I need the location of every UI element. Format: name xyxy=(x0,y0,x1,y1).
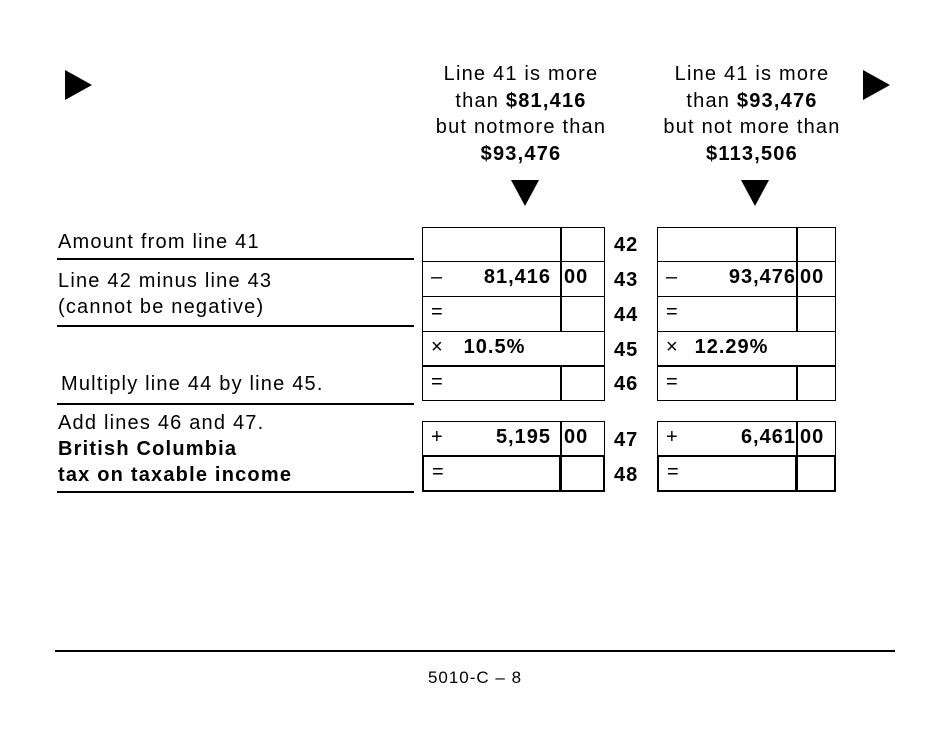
column-1-upper-bound: $93,476 xyxy=(480,142,562,165)
col2-line-48-amount[interactable] xyxy=(657,455,798,492)
column-1-header-line3: but notmore than xyxy=(435,116,607,138)
page-identifier: 5010-C – 8 xyxy=(427,668,523,687)
col2-line-46-amount[interactable] xyxy=(657,366,798,401)
line-number-45: 45 xyxy=(614,339,639,361)
label-add-46-47: Add lines 46 and 47. xyxy=(58,412,265,434)
col2-line-43-value: 93,476 xyxy=(728,266,796,288)
footer-divider xyxy=(55,650,895,652)
label-bc-tax-line1: British Columbia xyxy=(58,438,238,460)
col1-line-43-cents xyxy=(560,261,605,297)
divider xyxy=(57,491,414,493)
column-1-header xyxy=(411,61,631,167)
col2-line-45-rate-value: 12.29% xyxy=(694,336,769,358)
arrow-right-icon xyxy=(863,70,890,100)
column-2-lower-bound: $93,476 xyxy=(736,89,818,112)
col1-line-44-amount[interactable] xyxy=(422,296,562,332)
col1-line-47-value: 5,195 xyxy=(495,426,551,448)
line-number-47: 47 xyxy=(614,429,639,451)
col2-line-43-sign: – xyxy=(666,266,679,288)
col2-line-43-cents-value: 00 xyxy=(800,266,825,288)
label-bc-tax-line2: tax on taxable income xyxy=(58,464,293,486)
arrow-down-icon xyxy=(741,180,769,206)
col1-line-42-amount[interactable] xyxy=(422,227,562,262)
col1-line-47-sign: + xyxy=(431,426,444,448)
line-number-43: 43 xyxy=(614,269,639,291)
col1-line-44-sign: = xyxy=(431,301,444,323)
col1-line-43-sign: – xyxy=(431,266,444,288)
column-2-header-line3: but not more than xyxy=(663,116,841,138)
col1-line-44-cents[interactable] xyxy=(560,296,605,332)
column-1-header-line2-prefix: than xyxy=(455,89,506,112)
line-number-42: 42 xyxy=(614,234,639,256)
col2-line-42-amount[interactable] xyxy=(657,227,798,262)
col1-line-43-value: 81,416 xyxy=(483,266,551,288)
col2-line-47-value: 6,461 xyxy=(740,426,796,448)
col2-line-48-sign: = xyxy=(667,461,680,483)
col1-line-48-amount[interactable] xyxy=(422,455,562,492)
col1-line-47-amount xyxy=(422,421,562,457)
col2-line-47-cents xyxy=(796,421,836,457)
line-number-48: 48 xyxy=(614,464,639,486)
col2-line-42-cents[interactable] xyxy=(796,227,836,262)
col2-line-43-amount xyxy=(657,261,798,297)
line-number-44: 44 xyxy=(614,304,639,326)
arrow-right-icon xyxy=(65,70,92,100)
col1-line-43-amount xyxy=(422,261,562,297)
column-1-header-line1: Line 41 is more xyxy=(443,63,599,85)
col2-line-46-sign: = xyxy=(666,371,679,393)
column-1-lower-bound: $81,416 xyxy=(505,89,587,112)
col2-line-44-cents[interactable] xyxy=(796,296,836,332)
col2-line-48-cents[interactable] xyxy=(795,455,836,492)
col1-line-45-rate xyxy=(422,331,605,367)
col1-line-42-cents[interactable] xyxy=(560,227,605,262)
col2-line-47-cents-value: 00 xyxy=(800,426,825,448)
col2-line-44-sign: = xyxy=(666,301,679,323)
column-2-header xyxy=(641,61,863,167)
divider xyxy=(57,403,414,405)
col2-line-47-sign: + xyxy=(666,426,679,448)
col2-line-47-amount xyxy=(657,421,798,457)
col1-line-45-sign: × xyxy=(431,336,444,358)
label-cannot-be-negative: (cannot be negative) xyxy=(58,296,265,318)
col1-line-46-cents[interactable] xyxy=(560,366,605,401)
column-2-header-line2-prefix: than xyxy=(686,89,737,112)
divider xyxy=(57,258,414,260)
label-amount-from-line-41: Amount from line 41 xyxy=(58,231,260,253)
col1-line-45-rate-value: 10.5% xyxy=(463,336,526,358)
col1-line-48-cents[interactable] xyxy=(559,455,605,492)
column-2-upper-bound: $113,506 xyxy=(706,142,798,165)
col2-line-45-sign: × xyxy=(666,336,679,358)
col1-line-43-cents-value: 00 xyxy=(564,266,589,288)
col2-line-46-cents[interactable] xyxy=(796,366,836,401)
col1-line-46-amount[interactable] xyxy=(422,366,562,401)
label-line-42-minus-43: Line 42 minus line 43 xyxy=(58,270,273,292)
col1-line-47-cents xyxy=(560,421,605,457)
column-2-header-line1: Line 41 is more xyxy=(674,63,830,85)
col1-line-46-sign: = xyxy=(431,371,444,393)
arrow-down-icon xyxy=(511,180,539,206)
label-multiply-44-by-45: Multiply line 44 by line 45. xyxy=(61,373,324,395)
col2-line-43-cents xyxy=(796,261,836,297)
col1-line-47-cents-value: 00 xyxy=(564,426,589,448)
line-number-46: 46 xyxy=(614,373,639,395)
col1-line-48-sign: = xyxy=(432,461,445,483)
col2-line-44-amount[interactable] xyxy=(657,296,798,332)
divider xyxy=(57,325,414,327)
col2-line-45-rate xyxy=(657,331,836,367)
